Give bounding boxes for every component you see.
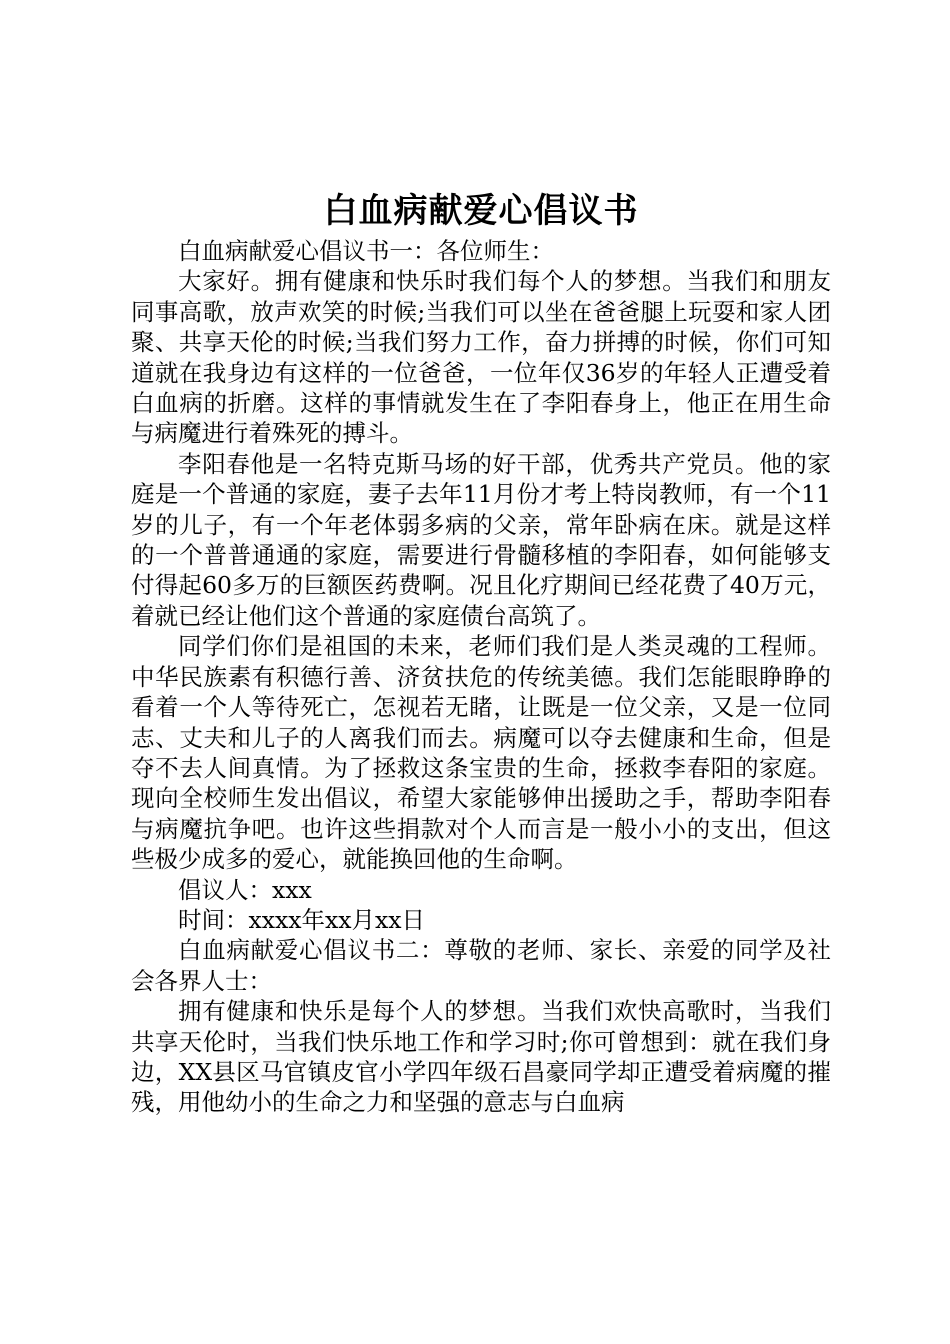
paragraph-appeal: 同学们你们是祖国的未来，老师们我们是人类灵魂的工程师。中华民族素有积德行善、济贫扶危的传统美德。我们怎能眼睁睁的看着一个人等待死亡，怎视若无睹，让既是一位父亲，又是一位同志、丈夫和儿子的人离我们而去。病魔可以夺去健康和生命，但是夺不去人间真情。为了拯救这条宝贵的生命，拯救李春阳的家庭。现向全校师生发出倡议，希望大家能够伸出援助之手，帮助李阳春与病魔抗争吧。也许这些捐款对个人而言是一般小小的支出，但这些极少成多的爱心，就能换回他的生命啊。 [131, 632, 831, 874]
paragraph-family: 李阳春他是一名特克斯马场的好干部，优秀共产党员。他的家庭是一个普通的家庭，妻子去年11月份才考上特岗教师，有一个11岁的儿子，有一个年老体弱多病的父亲，常年卧病在床。就是这样的一个普普通通的家庭，需要进行骨髓移植的李阳春，如何能够支付得起60多万的巨额医药费啊。况且化疗期间已经花费了40万元，着就已经让他们这个普通的家庭债台高筑了。 [131, 449, 831, 630]
paragraph-greeting: 大家好。拥有健康和快乐时我们每个人的梦想。当我们和朋友同事高歌，放声欢笑的时候;当我们可以坐在爸爸腿上玩耍和家人团聚、共享天伦的时候;当我们努力工作，奋力拼搏的时候，你们可知道就在我身边有这样的一位爸爸，一位年仅36岁的年轻人正遭受着白血病的折磨。这样的事情就发生在了李阳春身上，他正在用生命与病魔进行着殊死的搏斗。 [131, 267, 831, 448]
paragraph-intro-2: 白血病献爱心倡议书二：尊敬的老师、家长、亲爱的同学及社会各界人士： [131, 936, 831, 995]
document-page [131, 186, 831, 1118]
document-title: 白血病献爱心倡议书 [323, 191, 639, 231]
paragraph-date: 时间：xxxx年xx月xx日 [178, 905, 426, 934]
paragraph-second-letter: 拥有健康和快乐是每个人的梦想。当我们欢快高歌时，当我们共享天伦时，当我们快乐地工作和学习时;你可曾想到：就在我们身边，XX县区马官镇皮官小学四年级石昌豪同学却正遭受着病魔的摧残，用他幼小的生命之力和坚强的意志与白血病 [131, 997, 831, 1117]
paragraph-initiator: 倡议人：xxx [178, 875, 312, 904]
paragraph-intro-1: 白血病献爱心倡议书一：各位师生： [178, 237, 554, 265]
